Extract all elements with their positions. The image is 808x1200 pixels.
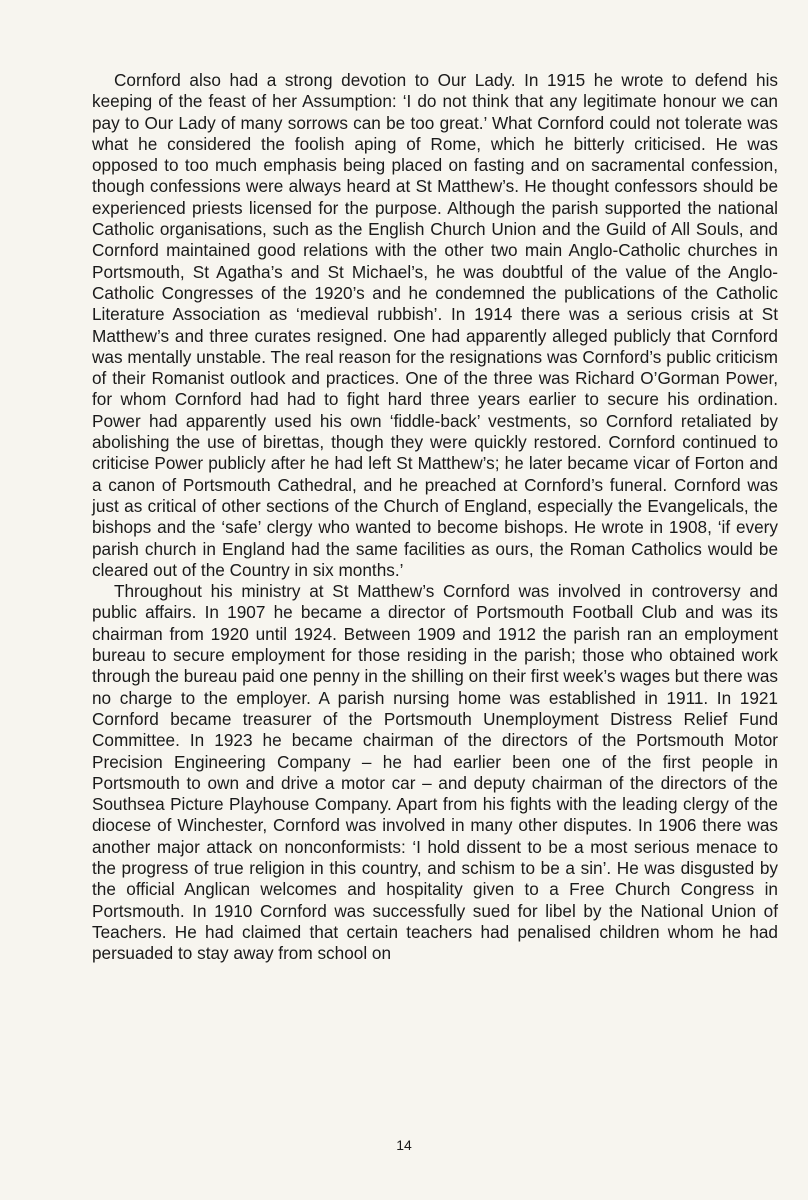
paragraph-controversy: Throughout his ministry at St Matthew’s Cornford was involved in controversy and public affairs. In 1907 he became a director of Portsmouth Football Club and was its chairman from 1920 until 1924. Between 1909 and 1912 the parish ran an employment bureau to secure employment for those residing in the parish; those who obtained work through the bureau paid one penny in the shilling on their first week’s wages but there was no charge to the employer. A parish nursing home was established in 1911. In 1921 Cornford became treasurer of the Portsmouth Unemployment Distress Relief Fund Committee. In 1923 he became chairman of the directors of the Portsmouth Motor Precision Engineering Company – he had earlier been one of the first people in Portsmouth to own and drive a motor car – and deputy chairman of the directors of the Southsea Picture Playhouse Company. Apart from his fights with the leading clergy of the diocese of Winchester, Cornford was involved in many other disputes. In 1906 there was another major attack on nonconformists: ‘I hold dissent to be a most serious menace to the progress of true religion in this country, and schism to be a sin’. He was disgusted by the official Anglican welcomes and hospitality given to a Free Church Congress in Portsmouth. In 1910 Cornford was successfully sued for libel by the National Union of Teachers. He had claimed that certain teachers had penalised children whom he had persuaded to stay away from school on <box>92 581 778 964</box>
paragraph-devotion: Cornford also had a strong devotion to Our Lady. In 1915 he wrote to defend his keeping of the feast of her Assumption: ‘I do not think that any legitimate honour we can pay to Our Lady of many sorrows can be too great.’ What Cornford could not tolerate was what he considered the foolish aping of Rome, which he bitterly criticised. He was opposed to too much emphasis being placed on fasting and on sacramental confession, though confessions were always heard at St Matthew’s. He thought confessors should be experienced priests licensed for the purpose. Although the parish supported the national Catholic organisations, such as the English Church Union and the Guild of All Souls, and Cornford maintained good relations with the other two main Anglo-Catholic churches in Portsmouth, St Agatha’s and St Michael’s, he was doubtful of the value of the Anglo-Catholic Congresses of the 1920’s and he condemned the publications of the Catholic Literature Association as ‘medieval rubbish’. In 1914 there was a serious crisis at St Matthew’s and three curates resigned. One had apparently alleged publicly that Cornford was mentally unstable. The real reason for the resignations was Cornford’s public criticism of their Romanist outlook and practices. One of the three was Richard O’Gorman Power, for whom Cornford had had to fight hard three years earlier to secure his ordination. Power had apparently used his own ‘fiddle-back’ vestments, so Cornford retaliated by abolishing the use of birettas, though they were quickly restored. Cornford continued to criticise Power publicly after he had left St Matthew’s; he later became vicar of Forton and a canon of Portsmouth Cathedral, and he preached at Cornford’s funeral. Cornford was just as critical of other sections of the Church of England, especially the Evangelicals, the bishops and the ‘safe’ clergy who wanted to become bishops. He wrote in 1908, ‘if every parish church in England had the same facilities as ours, the Roman Catholics would be cleared out of the Country in six months.’ <box>92 70 778 580</box>
page-number: 14 <box>396 1137 412 1153</box>
page-body <box>92 70 778 964</box>
